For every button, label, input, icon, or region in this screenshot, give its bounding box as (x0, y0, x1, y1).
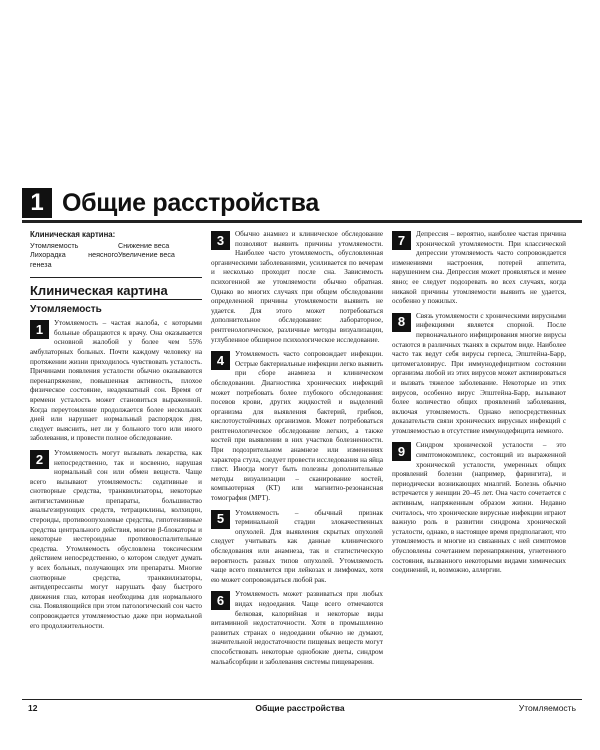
subsection-title: Утомляемость (30, 303, 102, 315)
numbered-paragraph (211, 230, 383, 345)
paragraph-text: Утомляемость могут вызывать лекарства, как непосредственно, так и косвенно, нарушая нормальный сон или обмен веществ. Чаще всего вызывают утомляемость: седативные и снотворные средства, транквилизаторы, некоторые антигистаминные препараты, большинство анальгезирующих средств, тетрациклины, колхицин, стероиды, противоопухолевые средства, гипотензивные средства центрального действия, многие β-блокаторы и некоторые нестероидные противовоспалительные средства. Утомляемость обусловлена токсическим действием непосредственно, о котором следует думать у всех больных, получающих эти препараты. Многие снотворные средства, транквилизаторы, антидепрессанты могут нарушать фазу быстрого движения глаз, которая необходима для нормального сна. Появляющийся при этом патологический сон часто сопровождается утомляемостью даже при нормальной его продолжительности. (30, 448, 202, 630)
toc-link-fatigue[interactable]: Утомляемость (30, 240, 79, 250)
toc-heading: Клиническая картина: (30, 230, 116, 239)
footer-divider (22, 699, 582, 700)
toc-row (30, 250, 202, 269)
paragraph-text: Утомляемость – обычный признак терминальной стадии злокачественных опухолей. Для выявления скрытых опухолей следует учитывать как данные клинического обследования или анамнеза, так и статистическую вероятность разных типов опухолей. Утомляемость чаще всего появляется при лейкозах и лимфомах, хотя ею может сопровождаться любой рак. (211, 508, 383, 584)
paragraph-text: Синдром хронической усталости – это симптомокомплекс, состоящий из выраженной хронической усталости, умеренных общих проявлений болезни (например, фарингита), и периодически возникающих миалгий. Болезнь обычно встречается у женщин 20–45 лет. Она часто сочетается с активным, напряженным образом жизни. Недавно считалось, что хронические вирусные инфекции играют важную роль в развитии синдрома хронической усталости, однако, в настоящее время предполагают, что утомляемость и многие из связанных с ней симптомов обусловлены сочетанием перенапряжения, угнетенного состояния, вызванного некоторыми видами химических соединений, и, возможно, аллергии. (392, 441, 566, 575)
blank-header-area (0, 0, 600, 183)
paragraph-number: 3 (211, 231, 230, 250)
page-number: 12 (28, 703, 38, 713)
paragraph-number: 9 (392, 442, 411, 461)
numbered-paragraph (211, 509, 383, 586)
paragraph-number: 8 (392, 313, 411, 332)
chapter-number-badge: 1 (22, 188, 52, 218)
column-2 (211, 230, 383, 672)
numbered-paragraph (392, 230, 566, 307)
footer-chapter-title: Общие расстройства (255, 703, 345, 713)
column-1 (30, 230, 202, 636)
paragraph-text: Обычно анамнез и клиническое обследование позволяют выявить причины утомляемости. Наиболее часто утомляемость, обусловленная органическими заболеваниями, усиливается по вечерам и несколько проходит после сна. Зависимость психогенной же утомляемости обычно обратная. Однако во многих случаях при общем обследовании определенной причины утомляемости выявить не удается. Для этого может потребоваться дополнительное обследование: лабораторное, рентгенологическое, различные методы визуализации, углубленное обширное психологическое исследование. (211, 230, 383, 344)
paragraph-text: Утомляемость – частая жалоба, с которыми больные обращаются к врачу. Она оказывается основной жалобой у более чем 55% амбулаторных больных. Почти каждому человеку на протяжении жизни приходилось чувствовать усталость. Причинами появления усталости обычно оказываются перенапряжение, повышенная активность, плохое физическое состояние, неадекватный сон. Время от времени усталость может становиться выраженной. Когда переутомление продолжается более нескольких дней или нарушает нормальный распорядок дня, следует выяснить, нет ли у больного того или иного заболевания, и провести полное обследование. (30, 319, 202, 443)
paragraph-text: Утомляемость может развиваться при любых видах недоедания. Чаще всего отмечаются белковая, калорийная и некоторые виды витаминной недостаточности. Хотя в промышленно развитых странах о недоедании обычно не думают, значительной недостаточности пищевых веществ могут способствовать некоторые однобокие диеты, синдром мальабсорбции и заболевания системы пищеварения. (211, 590, 383, 666)
column-3 (392, 230, 566, 581)
chapter-name: Общие расстройства (62, 188, 320, 217)
paragraph-number: 6 (211, 591, 230, 610)
paragraph-text: Депрессия – вероятно, наиболее частая причина хронической утомляемости. При классической депрессии утомляемость часто сопровождается изменениями настроения, потерей аппетита, нарушением сна. Депрессия может проявляться и менее явно; ее следует подозревать во всех случаях, когда никакой причины утомляемости выявить не удается, особенно у пожилых. (392, 230, 566, 306)
paragraph-number: 4 (211, 351, 230, 370)
toc-link-weight-gain[interactable]: Увеличение веса (118, 250, 175, 259)
toc-link-fever[interactable]: Лихорадка неясного генеза (30, 250, 118, 269)
numbered-paragraph (30, 319, 202, 444)
section-title: Клиническая картина (30, 286, 202, 300)
paragraph-number: 5 (211, 510, 230, 529)
paragraph-text: Утомляемость часто сопровождает инфекции. Острые бактериальные инфекции легко выявить при сборе анамнеза и клиническом обследовании. Диагностика хронических инфекций может потребовать более глубокого обследования: посевов крови, других жидкостей и выделений организма для выявления бактерий, грибков, кислотоустойчивых организмов. Может потребоваться рентгенологическое обследование легких, а также костей при выявлении в них участков болезненности. При подозрительном анамнезе или изменениях характера стула, следует провести исследования на яйца глист. Иногда могут быть полезны дополнительные методы визуализации – сканирование костей, компьютерная (КТ) или магнитно-резонансная томография (МРТ). (211, 350, 383, 503)
numbered-paragraph (392, 441, 566, 575)
paragraph-number: 2 (30, 450, 49, 469)
numbered-paragraph (30, 449, 202, 631)
paragraph-text: Связь утомляемости с хроническими вирусными инфекциями является спорной. После первоначального инфицирования многие вирусы остаются в различных тканях в скрытом виде. Наиболее часто так ведут себя вирусы герпеса, Эпштейна-Барр, цитомегаловирус. При иммунодефицитном состоянии организма любой из этих вирусов может активироваться и вызвать тяжелое заболевание. Некоторые из этих вирусов, особенно вирус Эпштейна-Барр, вызывают более количество общих проявлений заболевания, включая утомляемость. Однако непосредственных доказательств связи хронических вирусных инфекций с утомляемостью в отсутствие иммунодефицита немного. (392, 311, 566, 435)
chapter-title (22, 186, 582, 223)
clinical-picture-toc (30, 230, 202, 278)
numbered-paragraph (392, 312, 566, 437)
paragraph-number: 1 (30, 320, 49, 339)
numbered-paragraph (211, 350, 383, 504)
numbered-paragraph (211, 590, 383, 667)
paragraph-number: 7 (392, 231, 411, 250)
toc-row (30, 241, 202, 251)
toc-link-weight-loss[interactable]: Снижение веса (118, 240, 170, 250)
footer-section-title: Утомляемость (518, 703, 576, 713)
